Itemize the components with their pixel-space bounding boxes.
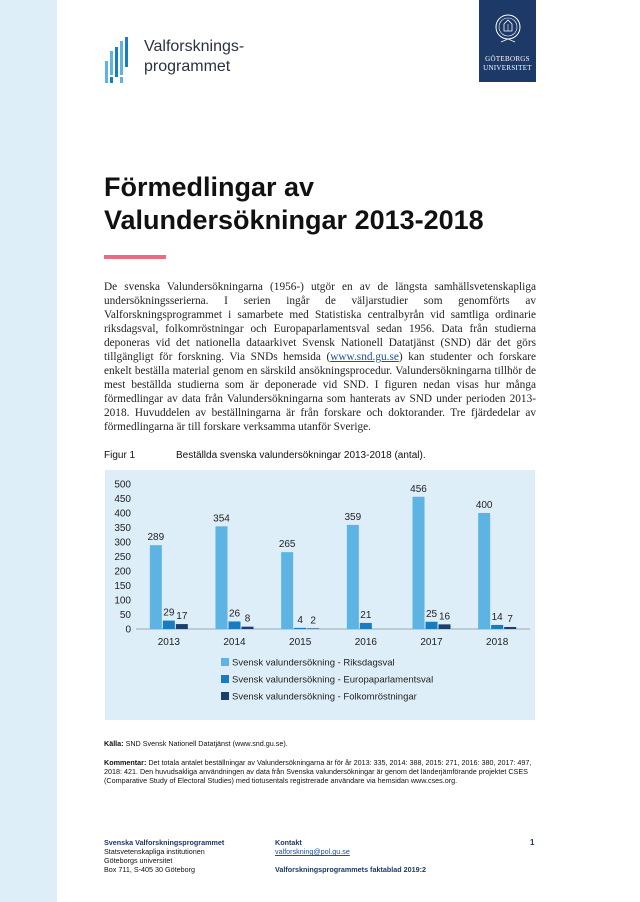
bar-chart [105,470,535,720]
legend-label-series-3: Svensk valundersökning - Folkomröstningar [232,691,417,703]
data-label-2014-series-2: 26 [228,608,241,620]
footer-factsheet: Valforskningsprogrammets faktablad 2019:2 [275,865,426,874]
data-label-2017-series-2: 25 [425,608,438,620]
x-tick-label: 2016 [354,637,377,648]
x-tick-label: 2015 [289,637,312,648]
university-name-line-2: UNIVERSITET [483,64,532,72]
y-tick-label: 200 [114,566,131,578]
bar-2016-series-2 [360,623,372,629]
legend-swatch-series-3 [221,692,229,700]
snd-website-link[interactable]: www.snd.gu.se [330,351,399,363]
y-tick-label: 350 [114,523,131,534]
figure-title: Beställda svenska valundersökningar 2013-2018 (antal). [176,450,426,461]
bar-2013-series-2 [163,621,175,629]
logo-line-1: Valforsknings- [144,38,245,55]
data-label-2017-series-1: 456 [410,483,427,495]
y-tick-label: 50 [119,610,131,621]
y-tick-label: 100 [114,595,131,607]
data-label-2013-series-2: 29 [163,607,175,619]
data-label-2016-series-1: 359 [344,511,362,523]
legend-label-series-2: Svensk valundersökning - Europaparlamentsval [232,674,434,686]
data-label-2014-series-1: 354 [213,513,230,525]
x-tick-label: 2018 [486,637,509,648]
bar-2018-series-3 [504,627,516,629]
footer-dept: Statsvetenskapliga institutionen [104,847,205,856]
x-tick-label: 2017 [420,637,443,648]
intro-text-before-link: De svenska Valundersökningarna (1956-) utgör en av de längsta samhällsvetenskapliga undersökningsserierna. I serien ingår de väljarstudier som genomförts av Valforskningsprogrammet i samarbete med Statistiska centralbyrån vid samtliga ordinarie riksdagsval, folkomröstningar och Europaparlamentsval sedan 1956. Data från studierna deponeras vid det nationella dataarkivet Svensk Nationell Datatjänst (SND) där det görs tillgängligt för forskning. Via SNDs hemsida ( [104,281,536,363]
y-tick-label: 150 [114,581,131,592]
data-label-2015-series-1: 265 [278,539,296,551]
data-label-2015-series-3: 2 [310,615,316,627]
footer-uni: Göteborgs universitet [104,856,173,865]
logo-line-2: programmet [144,58,231,75]
comment-text: Det totala antalet beställningar av Valundersökningarna är för år 2013: 335, 2014: 388, 2015: 271, 2016: 380, 2017: 497, 2018: 421. Den huvudsakliga användningen av data från Svenska valundersökningar är genom det länderjämförande projektet CSES (Comparative Study of Electoral Studies) med tiotusentals registrerade användare via hemsidan www.cses.org. [104,758,532,786]
legend-swatch-series-2 [221,675,229,683]
bar-2013-series-3 [176,624,188,629]
source-note [104,739,536,748]
title-accent-bar [104,255,166,259]
bar-2017-series-2 [426,622,438,629]
footer-contact-label: Kontakt [275,838,302,847]
footer-email-link[interactable]: valforskning@pol.gu.se [275,847,350,856]
bar-2017-series-3 [439,624,451,629]
bar-2016-series-1 [347,525,359,629]
university-seal-icon [495,12,521,48]
data-label-2018-series-2: 14 [491,611,503,623]
legend-label-series-1: Svensk valundersökning - Riksdagsval [232,657,395,669]
university-name-line-1: GÖTEBORGS [485,55,530,63]
footer-address [104,838,274,874]
source-label: Källa: [104,739,124,748]
y-tick-label: 250 [114,552,131,563]
bar-2015-series-1 [281,552,293,629]
data-label-2013-series-3: 17 [176,611,188,623]
source-text: SND Svensk Nationell Datatjänst (www.snd.gu.se). [123,739,288,748]
side-strip [0,0,57,902]
logo-bars-icon [103,37,133,85]
data-label-2013-series-1: 289 [147,532,165,544]
data-label-2018-series-3: 7 [507,613,513,625]
bar-2014-series-1 [216,526,228,629]
legend-swatch-series-1 [221,658,229,666]
bar-2015-series-2 [294,628,306,629]
chart-container [105,470,535,720]
bar-2015-series-3 [307,628,319,629]
footer-postal-address: Box 711, S-405 30 Göteborg [104,865,195,874]
y-tick-label: 300 [114,537,131,549]
comment-note [104,758,536,786]
bar-2018-series-2 [491,625,503,629]
bar-2014-series-3 [242,627,254,629]
page-title [104,171,544,237]
bar-2017-series-1 [413,497,425,629]
university-logo [479,0,536,82]
intro-text-after-link: ) kan studenter och forskare enkelt beställa material genom en särskild ansökningsprocedur. Valundersökningarna tillhör de mest beställda studierna som är deponerade vid SND. I figuren nedan visas hur många förmedlingar av data från Valundersökningarna som hanterats av SND under perioden 2013-2018. Huvuddelen av beställningarna är från forskare och doktorander. Tre fjärdedelar av förmedlingarna är till forskare verksamma utanför Sverige. [104,351,537,433]
y-tick-label: 0 [125,624,131,636]
data-label-2017-series-3: 16 [438,611,451,623]
y-tick-label: 500 [114,479,131,491]
bar-2013-series-1 [150,545,162,629]
footer-org: Svenska Valforskningsprogrammet [104,838,225,847]
figure-label: Figur 1 [104,450,136,461]
y-tick-label: 400 [114,508,131,520]
data-label-2018-series-1: 400 [475,500,493,511]
title-line-1: Förmedlingar av [104,172,315,202]
bar-2014-series-2 [229,621,241,629]
valforskningsprogrammet-logo [103,37,303,87]
footer-contact [275,838,475,874]
data-label-2016-series-2: 21 [360,609,372,621]
title-line-2: Valundersökningar 2013-2018 [104,205,484,235]
intro-paragraph [104,280,536,434]
bar-2018-series-1 [478,513,490,629]
comment-label: Kommentar: [104,758,147,767]
x-tick-label: 2014 [223,637,246,648]
data-label-2014-series-3: 8 [244,613,251,625]
page-number: 1 [530,838,535,847]
data-label-2015-series-2: 4 [297,614,303,626]
y-tick-label: 450 [114,494,131,505]
x-tick-label: 2013 [157,637,180,648]
